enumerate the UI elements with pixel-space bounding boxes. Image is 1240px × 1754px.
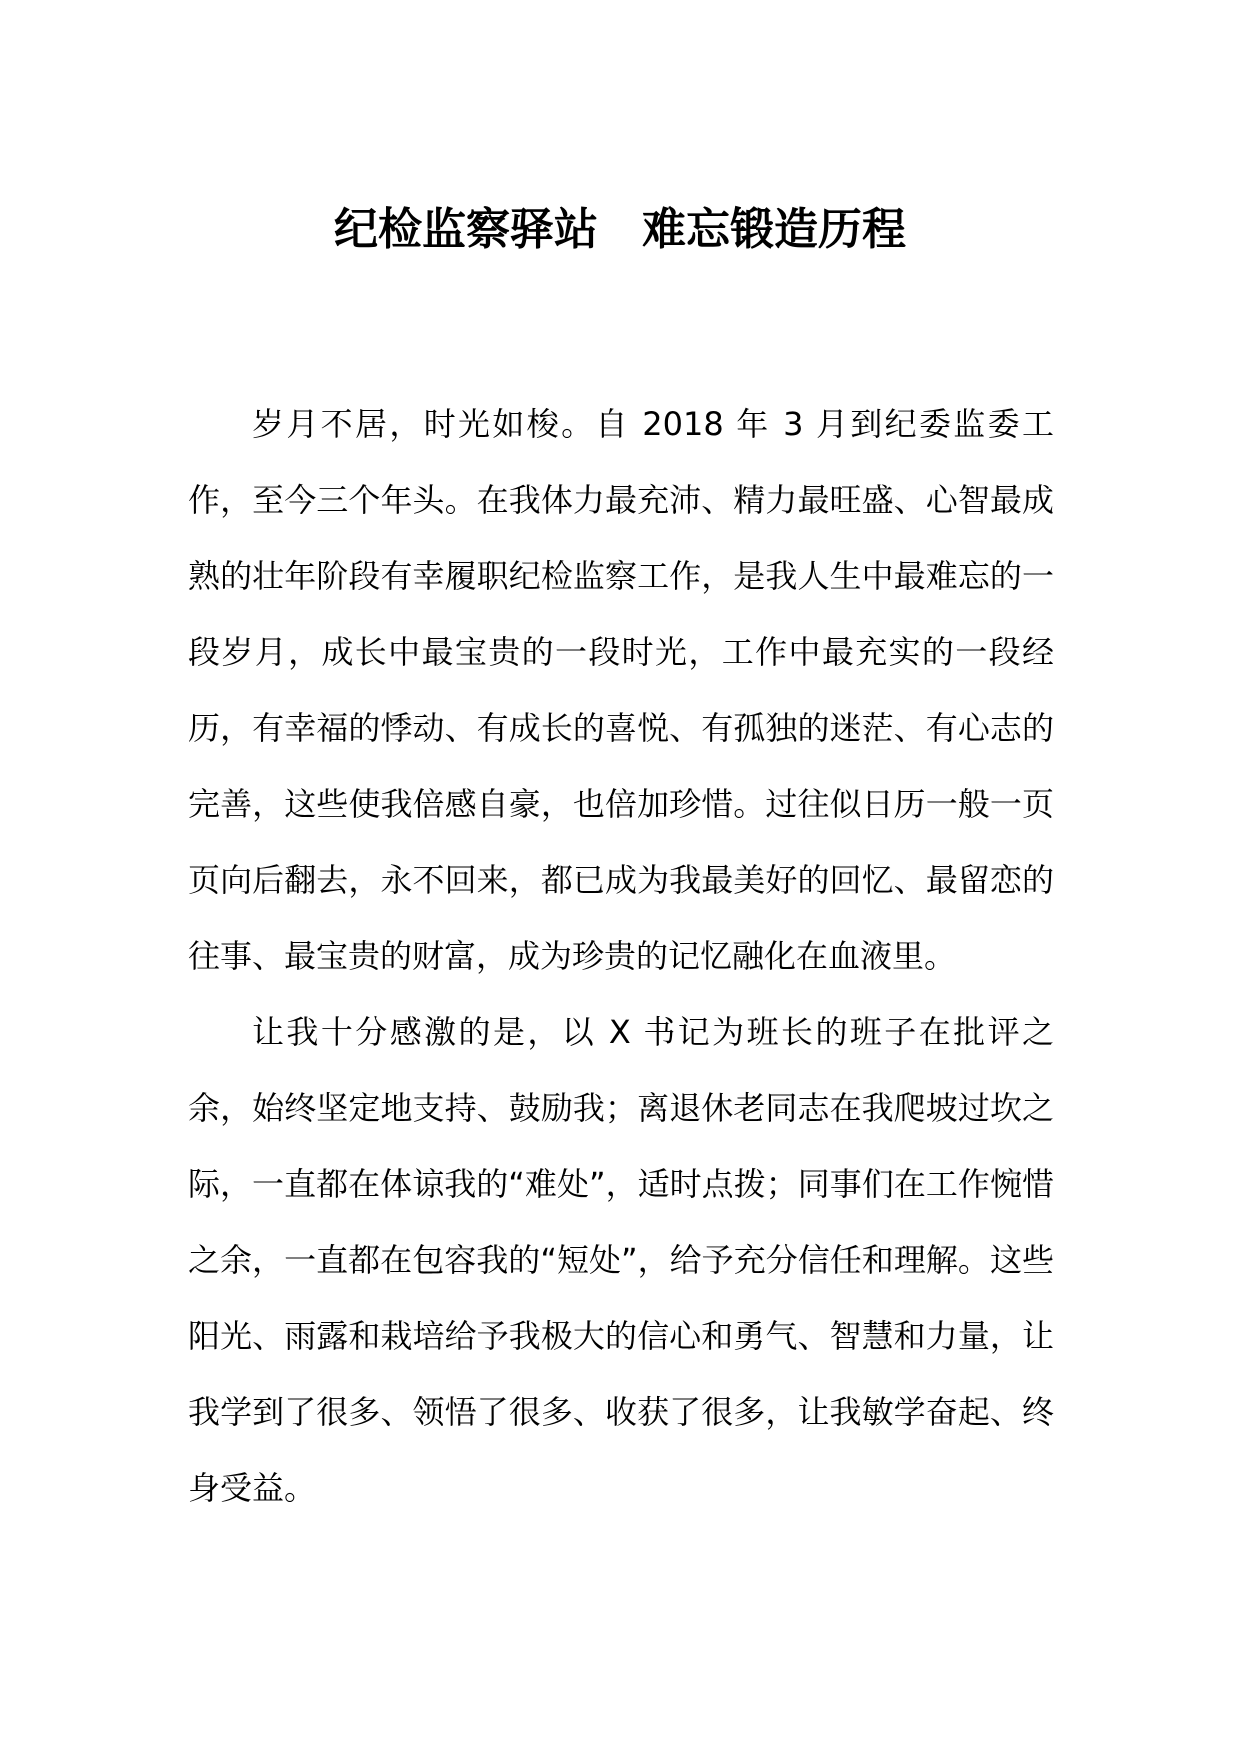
document-title: 纪检监察驿站 难忘锻造历程 bbox=[334, 204, 906, 255]
paragraph-2: 让我十分感激的是，以 X 书记为班长的班子在批评之余，始终坚定地支持、鼓励我；离退休老同志在我爬坡过坎之际，一直都在体谅我的“难处”，适时点拨；同事们在工作惋惜之余，一直都在包容我的“短处”，给予充分信任和理解。这些阳光、雨露和栽培给予我极大的信心和勇气、智慧和力量，让我学到了很多、领悟了很多、收获了很多，让我敏学奋起、终身受益。 bbox=[188, 1013, 1054, 1507]
document-body bbox=[188, 386, 1054, 1526]
paragraph-1: 岁月不居，时光如梭。自 2018 年 3 月到纪委监委工作，至今三个年头。在我体力最充沛、精力最旺盛、心智最成熟的壮年阶段有幸履职纪检监察工作，是我人生中最难忘的一段岁月，成长中最宝贵的一段时光，工作中最充实的一段经历，有幸福的悸动、有成长的喜悦、有孤独的迷茫、有心志的完善，这些使我倍感自豪，也倍加珍惜。过往似日历一般一页页向后翻去，永不回来，都已成为我最美好的回忆、最留恋的往事、最宝贵的财富，成为珍贵的记忆融化在血液里。 bbox=[188, 405, 1054, 975]
